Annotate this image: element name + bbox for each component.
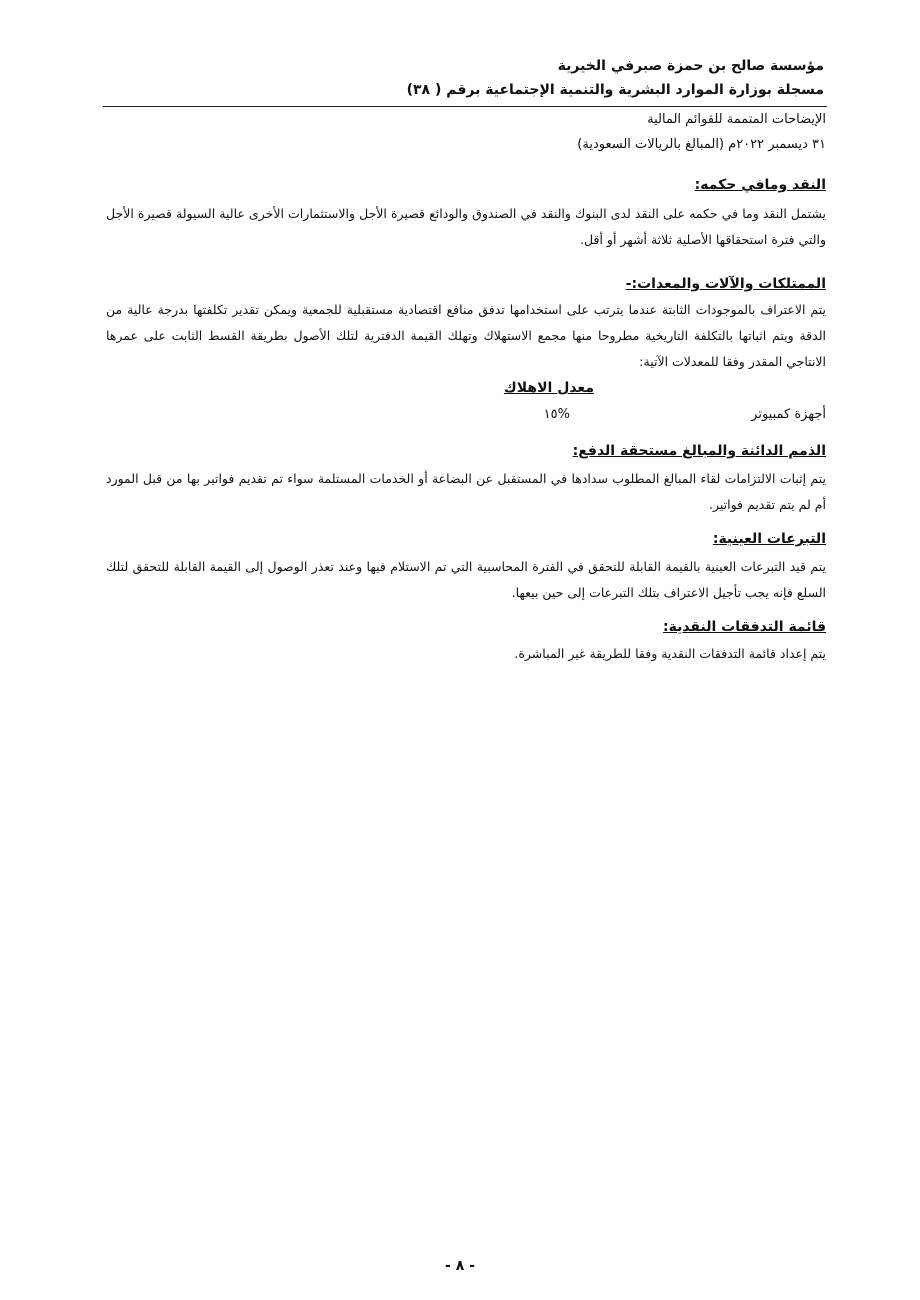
- asset-name: أجهزة كمبيوتر: [751, 407, 826, 422]
- section-cash-title: النقد ومافي حكمه:: [694, 177, 826, 193]
- statements-date: ٣١ ديسمبر ٢٠٢٢م (المبالغ بالريالات السعودية): [577, 137, 826, 152]
- registration-line: مسجلة بوزارة الموارد البشرية والتنمية الإجتماعية برقم ( ٣٨): [406, 82, 824, 98]
- section-cashflow-title: قائمة التدفقات النقدية:: [662, 619, 826, 635]
- section-payables-title: الذمم الدائنة والمبالغ مستحقة الدفع:: [572, 443, 826, 459]
- section-cash-body: يشتمل النقد وما في حكمه على النقد لدى البنوك والنقد في الصندوق والودائع قصيرة الأجل والاستثمارات الأخرى عالية السيولة قصيرة الأجل والتي فترة استحقاقها الأصلية ثلاثة أشهر أو أقل.: [106, 206, 826, 247]
- header-divider: [103, 106, 827, 107]
- section-cashflow-body: يتم إعداد قائمة التدفقات النقدية وفقا للطريقة غير المباشرة.: [514, 646, 826, 661]
- section-payables-body: يتم إثبات الالتزامات لقاء المبالغ المطلوب سدادها في المستقبل عن البضاعة أو الخدمات المستلمة سواء تم تقديم فواتير بها من قبل المورد أم لم يتم تقديم فواتير.: [106, 471, 826, 512]
- organization-name: مؤسسة صالح بن حمزة صبرفي الخيرية: [557, 58, 824, 74]
- section-in-kind-body: يتم قيد التبرعات العينية بالقيمة القابلة للتحقق في الفترة المحاسبية التي تم الاستلام فيها وعند تعذر الوصول إلى القيمة القابلة للتحقق لتلك السلع فإنه يجب تأجيل الاعتراف بتلك التبرعات إلى حين بيعها.: [106, 559, 826, 600]
- section-in-kind-title: التبرعات العينية:: [712, 531, 826, 547]
- section-property-body: يتم الاعتراف بالموجودات الثابتة عندما يترتب على استخدامها تدفق منافع اقتصادية مستقبلية للجمعية ويمكن تقدير تكلفتها بدرجة عالية من الدقة ويتم اثباتها بالتكلفة التاريخية مطروحا منها مجمع الاستهلاك وتهلك القيمة الدفترية لتلك الأصول بطريقة القسط الثابت على عمرها الانتاجي المقدر وفقا للمعدلات الآتية:: [106, 302, 826, 369]
- statements-title: الإيضاحات المتممة للقوائم المالية: [647, 112, 826, 127]
- page-number: - ٨ -: [445, 1258, 475, 1274]
- depreciation-rate-heading: معدل الاهلاك: [503, 380, 594, 396]
- asset-rate: %١٥: [543, 407, 570, 422]
- section-property-title: الممتلكات والآلات والمعدات:-: [625, 276, 826, 292]
